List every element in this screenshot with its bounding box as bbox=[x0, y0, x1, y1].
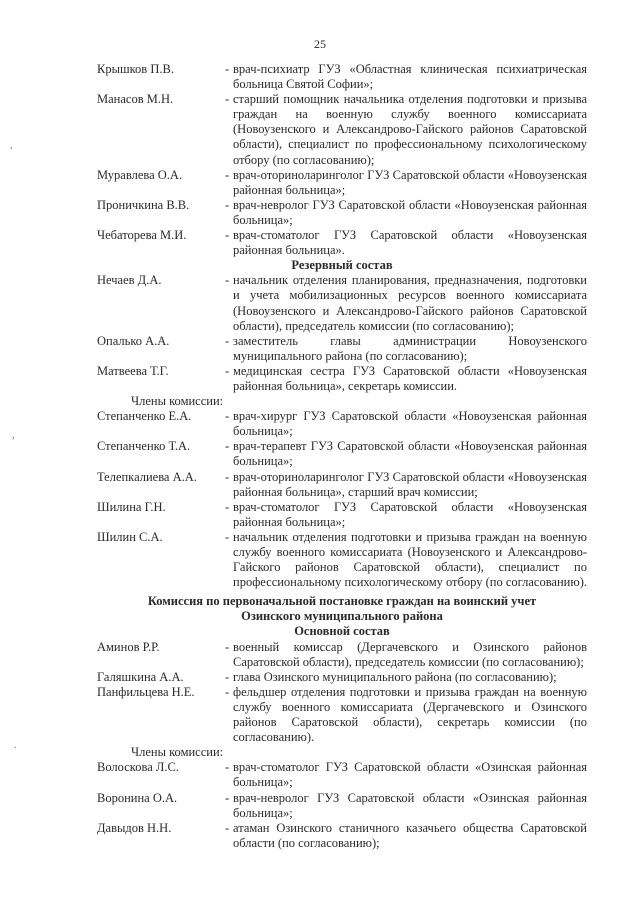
list-item bbox=[97, 273, 587, 333]
list-item bbox=[97, 409, 587, 439]
scan-speck: , bbox=[12, 430, 15, 441]
list-item bbox=[97, 364, 587, 394]
list-item bbox=[97, 685, 587, 745]
member-role: - врач-стоматолог ГУЗ Саратовской области «Новоузенская районная больница»; bbox=[225, 500, 587, 530]
section-heading-reserve: Резервный состав bbox=[291, 258, 393, 273]
commission-heading: Комиссия по первоначальной постановке граждан на воинский учет bbox=[147, 594, 537, 609]
member-role: - заместитель главы администрации Новоузенского муниципального района (по согласованию); bbox=[225, 334, 587, 364]
member-role: - врач-стоматолог ГУЗ Саратовской области «Новоузенская районная больница». bbox=[225, 228, 587, 258]
member-name: Галяшкина А.А. bbox=[97, 669, 184, 684]
member-role: - врач-оториноларинголог ГУЗ Саратовской области «Новоузенская районная больница», старший врач комиссии; bbox=[225, 470, 587, 500]
member-name: Аминов Р.Р. bbox=[97, 639, 160, 654]
list-item bbox=[97, 470, 587, 500]
member-name: Панфильцева Н.Е. bbox=[97, 684, 195, 699]
list-item bbox=[97, 791, 587, 821]
member-name: Телепкалиева А.А. bbox=[97, 469, 197, 484]
list-item bbox=[97, 439, 587, 469]
list-item bbox=[97, 62, 587, 92]
members-label: Члены комиссии: bbox=[131, 394, 224, 409]
member-name: Крышков П.В. bbox=[97, 62, 174, 76]
member-list bbox=[97, 273, 587, 394]
member-name: Воронина О.А. bbox=[97, 790, 178, 805]
member-name: Волоскова Л.С. bbox=[97, 760, 179, 775]
member-list bbox=[97, 640, 587, 746]
member-role: - врач-хирург ГУЗ Саратовской области «Новоузенская районная больница»; bbox=[225, 409, 587, 439]
list-item bbox=[97, 760, 587, 790]
member-name: Шилина Г.Н. bbox=[97, 499, 166, 514]
scan-speck: , bbox=[10, 140, 13, 151]
scan-speck: . bbox=[14, 740, 17, 751]
member-name: Чебаторева М.И. bbox=[97, 228, 187, 243]
member-role: - врач-невролог ГУЗ Саратовской области «Новоузенская районная больница»; bbox=[225, 198, 587, 228]
member-role: - врач-оториноларинголог ГУЗ Саратовской области «Новоузенская районная больница»; bbox=[225, 168, 587, 198]
member-list bbox=[97, 409, 587, 590]
member-role: - глава Озинского муниципального района (по согласованию); bbox=[225, 670, 587, 685]
member-role: - медицинская сестра ГУЗ Саратовской области «Новоузенская районная больница», секретарь комиссии. bbox=[225, 364, 587, 394]
list-item bbox=[97, 640, 587, 670]
member-role: - атаман Озинского станичного казачьего общества Саратовской области (по согласованию); bbox=[225, 821, 587, 851]
list-item bbox=[97, 92, 587, 167]
member-role: - врач-терапевт ГУЗ Саратовской области «Новоузенская районная больница»; bbox=[225, 439, 587, 469]
list-item bbox=[97, 168, 587, 198]
document-body bbox=[97, 62, 587, 851]
list-item bbox=[97, 198, 587, 228]
member-role: - военный комиссар (Дергачевского и Озинского районов Саратовской области), председатель комиссии (по согласованию); bbox=[225, 640, 587, 670]
list-item bbox=[97, 670, 587, 685]
member-name: Муравлева О.А. bbox=[97, 167, 183, 182]
commission-heading-district: Озинского муниципального района bbox=[241, 609, 443, 624]
member-name: Степанченко Т.А. bbox=[97, 439, 191, 454]
member-role: - врач-стоматолог ГУЗ Саратовской области «Озинская районная больница»; bbox=[225, 760, 587, 790]
list-item bbox=[97, 530, 587, 590]
member-name: Давыдов Н.Н. bbox=[97, 820, 172, 835]
page-number: 25 bbox=[314, 37, 326, 51]
member-list bbox=[97, 760, 587, 851]
member-role: - начальник отделения планирования, предназначения, подготовки и учета мобилизационных ресурсов военного комиссариата (Новоузенского и Александрово-Гайского районов Саратовской области), председатель комиссии (по согласованию); bbox=[225, 273, 587, 333]
member-name: Проничкина В.В. bbox=[97, 197, 190, 212]
member-list bbox=[97, 62, 587, 258]
section-heading-main: Основной состав bbox=[294, 624, 390, 639]
member-role: - фельдшер отделения подготовки и призыва граждан на военную службу военного комиссариата (Дергачевского и Озинского районов Саратовской области), секретарь комиссии (по согласованию). bbox=[225, 685, 587, 745]
member-role: - врач-невролог ГУЗ Саратовской области «Озинская районная больница»; bbox=[225, 791, 587, 821]
member-name: Опалько А.А. bbox=[97, 333, 170, 348]
member-name: Матвеева Т.Г. bbox=[97, 363, 169, 378]
list-item bbox=[97, 821, 587, 851]
member-role: - старший помощник начальника отделения подготовки и призыва граждан на военную службу военного комиссариата (Новоузенского и Александрово-Гайского районов Саратовской области), специалист по профессиональному психологическому отбору (по согласованию); bbox=[225, 92, 587, 167]
list-item bbox=[97, 228, 587, 258]
members-label: Члены комиссии: bbox=[131, 745, 224, 760]
list-item bbox=[97, 334, 587, 364]
member-role: - врач-психиатр ГУЗ «Областная клиническая психиатрическая больница Святой Софии»; bbox=[225, 62, 587, 92]
member-name: Манасов М.Н. bbox=[97, 92, 174, 107]
list-item bbox=[97, 500, 587, 530]
member-role: - начальник отделения подготовки и призыва граждан на военную службу военного комиссариата (Новоузенского и Александрово-Гайского районов Саратовской области), специалист по профессиональному психологическому отбору (по согласованию). bbox=[225, 530, 587, 590]
member-name: Степанченко Е.А. bbox=[97, 409, 192, 424]
member-name: Нечаев Д.А. bbox=[97, 273, 162, 288]
member-name: Шилин С.А. bbox=[97, 529, 163, 544]
